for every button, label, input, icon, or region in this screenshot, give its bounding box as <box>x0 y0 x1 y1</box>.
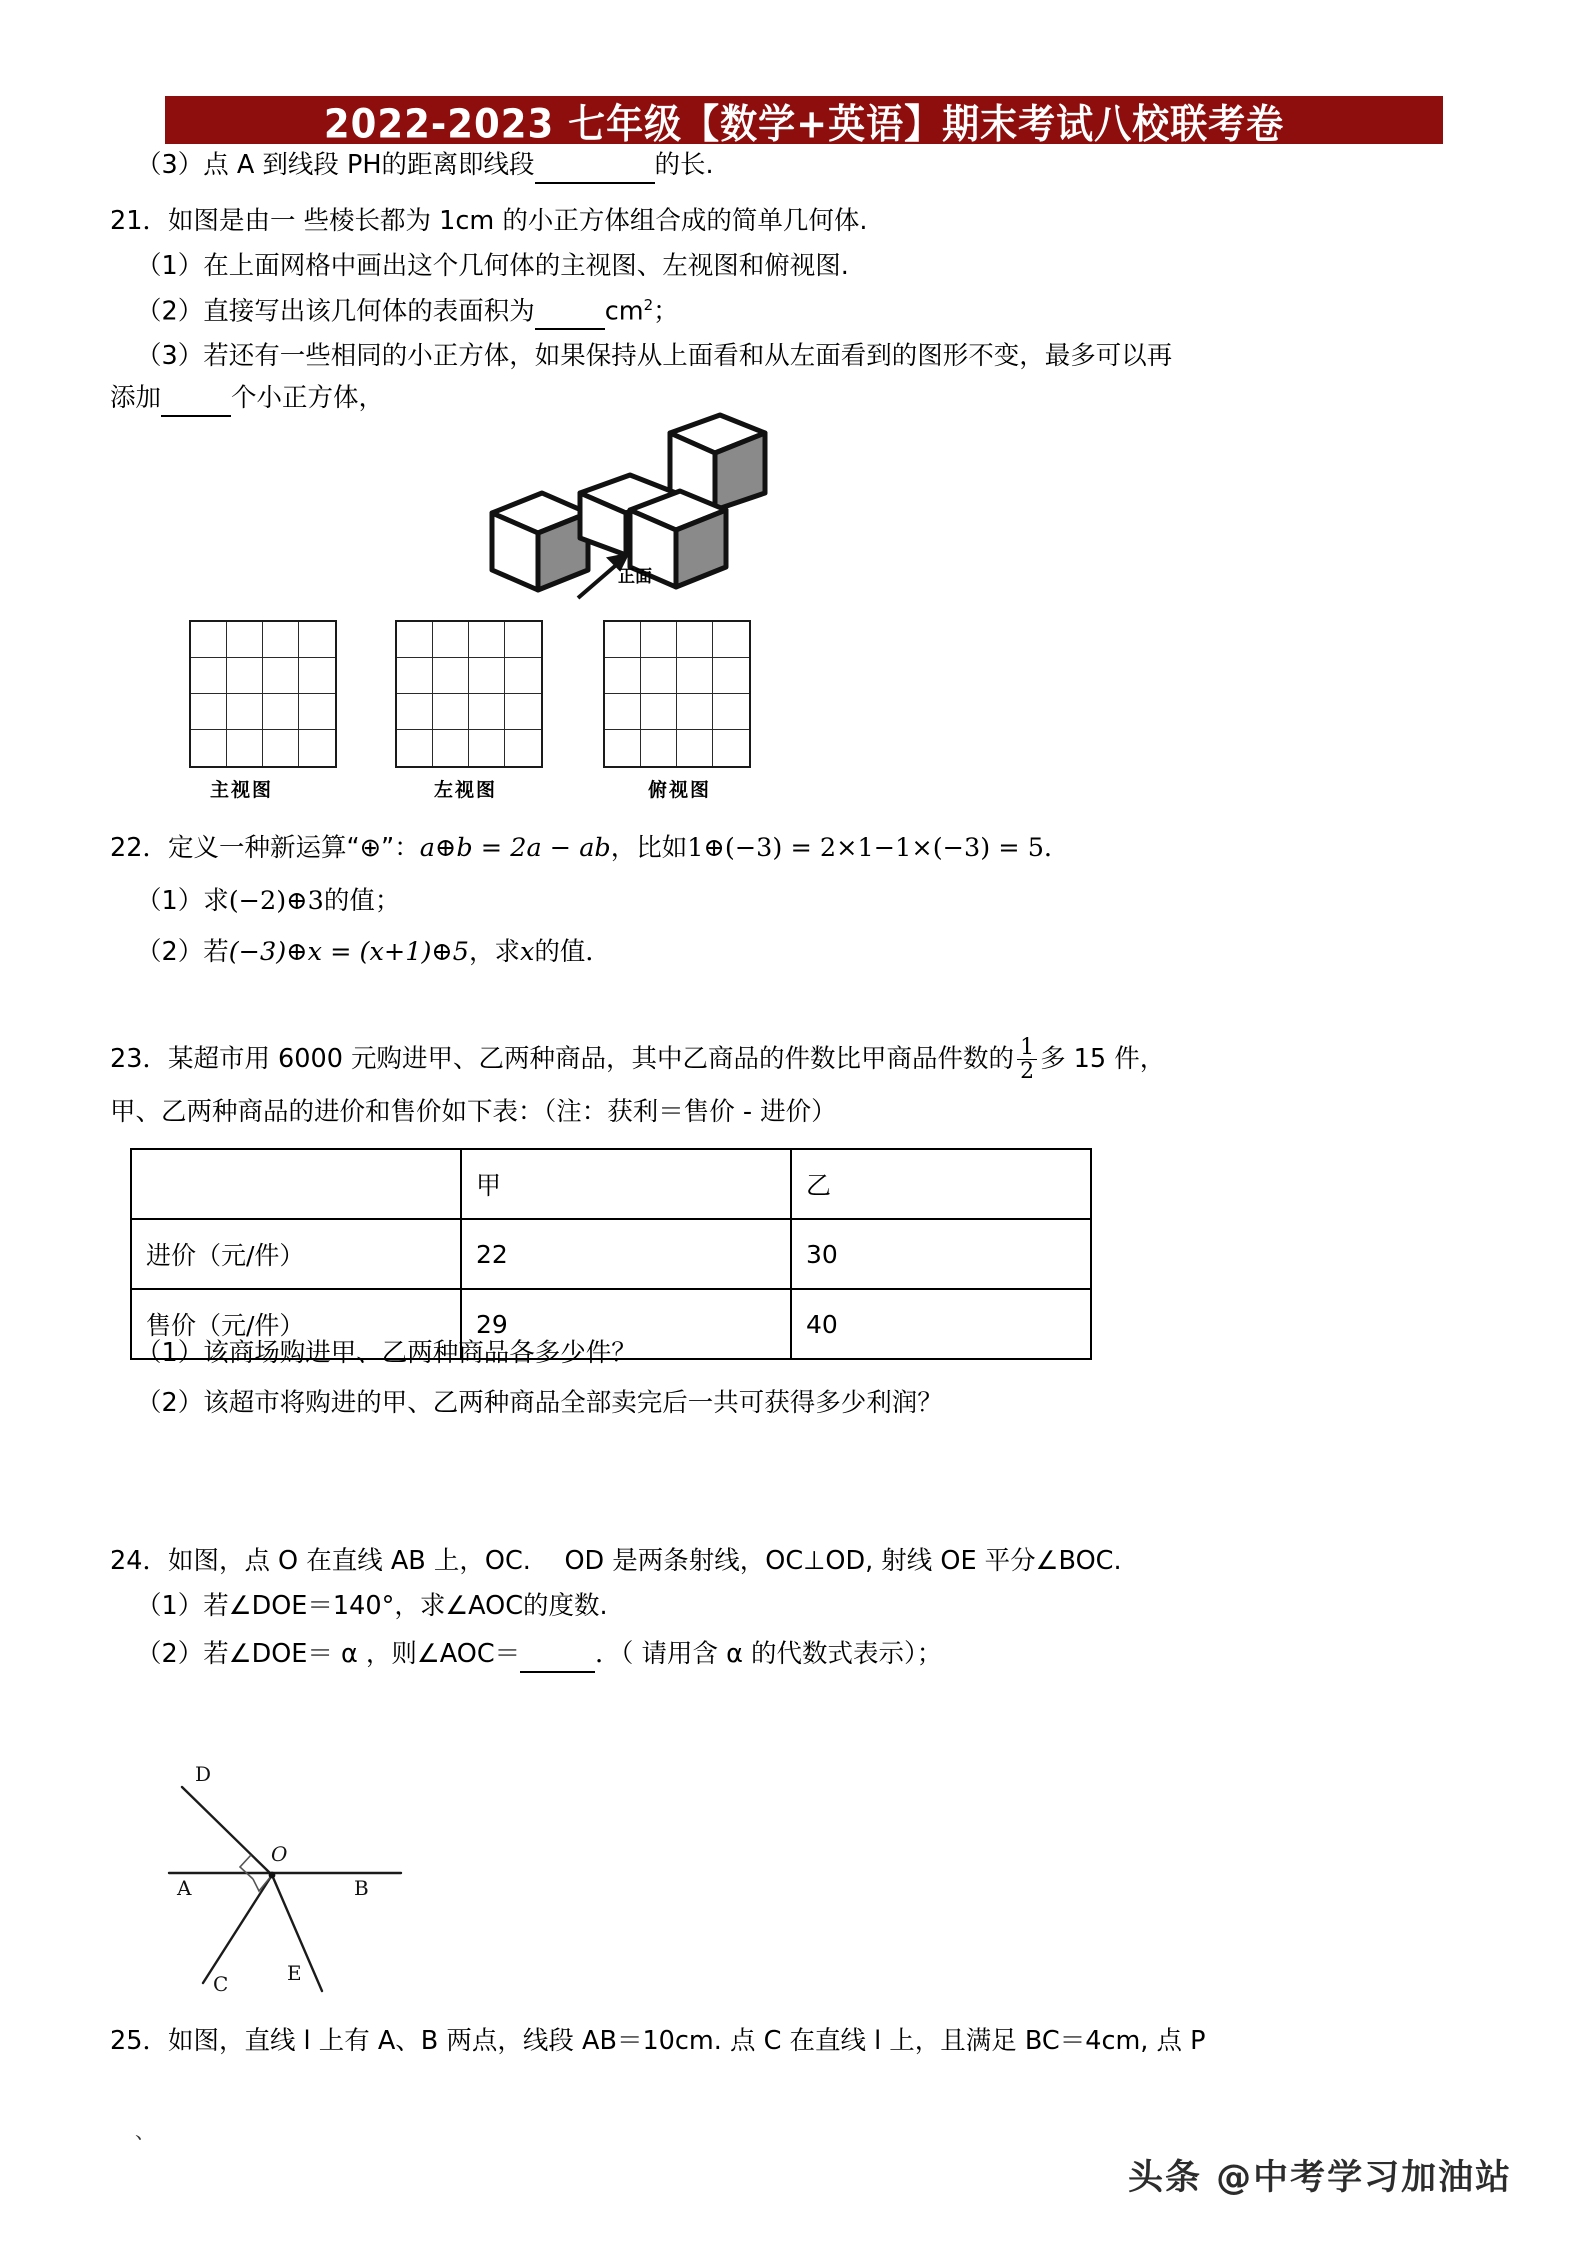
q22-p1-formula: (−2)⊕3 <box>228 886 324 916</box>
q21-p2-text: （2）直接写出该几何体的表面积为 <box>136 296 535 327</box>
label-point-d: D <box>195 1762 212 1786</box>
label-point-e: E <box>287 1961 302 1985</box>
question-21-part-3-line-1: （3）若还有一些相同的小正方体，如果保持从上面看和从左面看到的图形不变，最多可以再 <box>136 341 1173 371</box>
q22-stem-c: ． <box>1044 833 1070 863</box>
grid-cell <box>677 622 713 658</box>
q22-p1-a: （1）求 <box>136 886 229 916</box>
question-24-part-2 <box>136 1639 942 1673</box>
grid-cell <box>605 658 641 694</box>
grid-label-front-view: 主视图 <box>210 779 274 801</box>
table-cell-cost-jia: 22 <box>461 1219 791 1289</box>
grid-front-view[interactable] <box>189 620 337 768</box>
angle-diagram-svg <box>145 1755 485 2010</box>
grid-cell <box>641 658 677 694</box>
grid-cell <box>505 622 541 658</box>
grid-label-side-view: 左视图 <box>434 779 498 801</box>
q22-stem-formula: a⊕b = 2a − ab <box>419 833 611 863</box>
q21-p2-unit-exponent: 2 <box>643 296 654 314</box>
q23-stem-a: 23．某超市用 6000 元购进甲、乙两种商品，其中乙商品的件数比甲商品件数的 <box>110 1044 1015 1075</box>
grid-cell <box>191 622 227 658</box>
q21-p3-text: 添加 <box>110 383 162 413</box>
q22-p2-a: （2）若 <box>136 937 229 967</box>
grid-cell <box>263 694 299 730</box>
table-header-blank <box>131 1149 461 1219</box>
q22-stem-a: 22．定义一种新运算“⊕”： <box>110 833 420 863</box>
grid-label-top-view: 俯视图 <box>648 779 712 801</box>
question-21-part-1: （1）在上面网格中画出这个几何体的主视图、左视图和俯视图. <box>136 251 849 281</box>
grid-cell <box>505 730 541 766</box>
grid-cell <box>299 658 335 694</box>
grid-cell <box>469 622 505 658</box>
grid-cell <box>469 730 505 766</box>
label-point-o: O <box>271 1842 288 1866</box>
fraction-denominator: 2 <box>1017 1059 1037 1083</box>
grid-cell <box>263 658 299 694</box>
label-point-a: A <box>177 1876 192 1900</box>
label-point-b: B <box>354 1876 369 1900</box>
grid-cell <box>469 658 505 694</box>
q20-part3-tail: 的长. <box>654 150 714 180</box>
grid-cell <box>677 730 713 766</box>
grid-cell <box>299 730 335 766</box>
q22-stem-example: 1⊕(−3) = 2×1−1×(−3) = 5 <box>687 833 1044 863</box>
fraction-one-half <box>1017 1036 1037 1083</box>
angle-diagram-illustration <box>145 1755 485 2010</box>
grid-cell <box>641 730 677 766</box>
grid-cell <box>227 622 263 658</box>
grid-cell <box>263 730 299 766</box>
q21-p3-answer-blank[interactable] <box>161 383 231 417</box>
table-header-yi: 乙 <box>791 1149 1091 1219</box>
grid-cell <box>641 694 677 730</box>
grid-cell <box>641 622 677 658</box>
grid-cell <box>397 730 433 766</box>
grid-cell <box>713 658 749 694</box>
grid-cell <box>433 730 469 766</box>
grid-cell <box>605 622 641 658</box>
q24-p2-answer-blank[interactable] <box>520 1639 595 1673</box>
grid-cell <box>263 622 299 658</box>
grid-cell <box>433 622 469 658</box>
question-23-part-1: （1）该商场购进甲、乙两种商品各多少件？ <box>136 1338 637 1368</box>
q20-answer-blank[interactable] <box>535 150 655 184</box>
table-cell-price-jia: 29 <box>461 1289 791 1359</box>
grid-cell <box>469 694 505 730</box>
question-22-stem <box>110 833 1070 865</box>
grid-cell <box>505 658 541 694</box>
grid-cell <box>505 694 541 730</box>
table-cell-cost-yi: 30 <box>791 1219 1091 1289</box>
table-cell-cost-label: 进价（元/件） <box>131 1219 461 1289</box>
grid-cell <box>227 694 263 730</box>
grid-cell <box>299 622 335 658</box>
q21-p3-tail: 个小正方体， <box>231 383 385 413</box>
point-o-dot <box>269 1872 276 1879</box>
question-22-part-1 <box>136 886 400 918</box>
label-point-c: C <box>213 1972 229 1996</box>
grid-cell <box>191 658 227 694</box>
exam-title-banner <box>165 96 1443 147</box>
grid-cell <box>713 694 749 730</box>
grid-cell <box>191 730 227 766</box>
grid-cell <box>227 730 263 766</box>
question-24-stem: 24．如图，点 O 在直线 AB 上，OC. OD 是两条射线，OC⊥OD, 射线 OE 平分∠BOC. <box>110 1546 1122 1576</box>
grid-cell <box>605 730 641 766</box>
table-header-jia: 甲 <box>461 1149 791 1219</box>
grid-cell <box>397 622 433 658</box>
price-table <box>130 1148 1092 1360</box>
grid-cell <box>299 694 335 730</box>
q22-p2-var: x <box>520 937 535 967</box>
question-21-stem: 21．如图是由一 些棱长都为 1cm 的小正方体组合成的简单几何体. <box>110 206 868 236</box>
table-cell-price-yi: 40 <box>791 1289 1091 1359</box>
question-25-stem: 25．如图，直线 l 上有 A、B 两点，线段 AB＝10cm. 点 C 在直线 l 上，且满足 BC＝4cm, 点 P <box>110 2026 1206 2056</box>
q22-p2-b: ，求 <box>469 937 521 967</box>
grid-cell <box>433 694 469 730</box>
table-row <box>131 1219 1091 1289</box>
q20-part3-text: （3）点 A 到线段 PH的距离即线段 <box>136 150 535 180</box>
grid-cell <box>227 658 263 694</box>
q22-p2-c: 的值． <box>534 937 611 967</box>
question-20-part-3 <box>136 150 714 184</box>
grid-side-view[interactable] <box>395 620 543 768</box>
question-23-stem-line-2: 甲、乙两种商品的进价和售价如下表：（注：获利＝售价 - 进价） <box>110 1097 837 1127</box>
question-23-part-2: （2）该超市将购进的甲、乙两种商品全部卖完后一共可获得多少利润？ <box>136 1388 943 1418</box>
front-direction-label: 正面 <box>618 567 652 587</box>
q23-stem-b: 多 15 件， <box>1040 1044 1166 1075</box>
stray-punctuation-mark: 、 <box>135 2119 155 2143</box>
q22-stem-b: ，比如 <box>610 833 688 863</box>
q21-p2-unit: cm <box>604 296 644 327</box>
question-22-part-2 <box>136 937 611 969</box>
question-21-part-2 <box>136 296 679 330</box>
grid-cell <box>397 658 433 694</box>
grid-cell <box>677 658 713 694</box>
q21-p2-tail: ； <box>653 296 679 327</box>
watermark-text: 头条 @中考学习加油站 <box>1128 2158 1513 2198</box>
fraction-numerator: 1 <box>1020 1035 1035 1060</box>
grid-top-view[interactable] <box>603 620 751 768</box>
grid-cell <box>433 658 469 694</box>
grid-cell <box>397 694 433 730</box>
q22-p1-b: 的值； <box>323 886 401 916</box>
q22-p2-formula: (−3)⊕x = (x+1)⊕5 <box>228 937 470 967</box>
table-cell-price-label: 售价（元/件） <box>131 1289 461 1359</box>
grid-cell <box>677 694 713 730</box>
grid-cell <box>713 730 749 766</box>
grid-cell <box>191 694 227 730</box>
q24-p2-text: （2）若∠DOE＝ α ，则∠AOC＝ <box>136 1639 521 1669</box>
q21-p2-answer-blank[interactable] <box>535 297 605 331</box>
question-23-stem-line-1 <box>110 1036 1165 1083</box>
grid-cell <box>713 622 749 658</box>
table-row-header <box>131 1149 1091 1219</box>
q24-p2-tail: ．（ 请用含 α 的代数式表示）； <box>595 1639 943 1669</box>
question-24-part-1: （1）若∠DOE＝140°，求∠AOC的度数. <box>136 1591 608 1621</box>
grid-cell <box>605 694 641 730</box>
exam-title-text: 2022-2023 七年级【数学+英语】期末考试八校联考卷 <box>323 100 1285 147</box>
question-21-part-3-line-2 <box>110 383 384 417</box>
